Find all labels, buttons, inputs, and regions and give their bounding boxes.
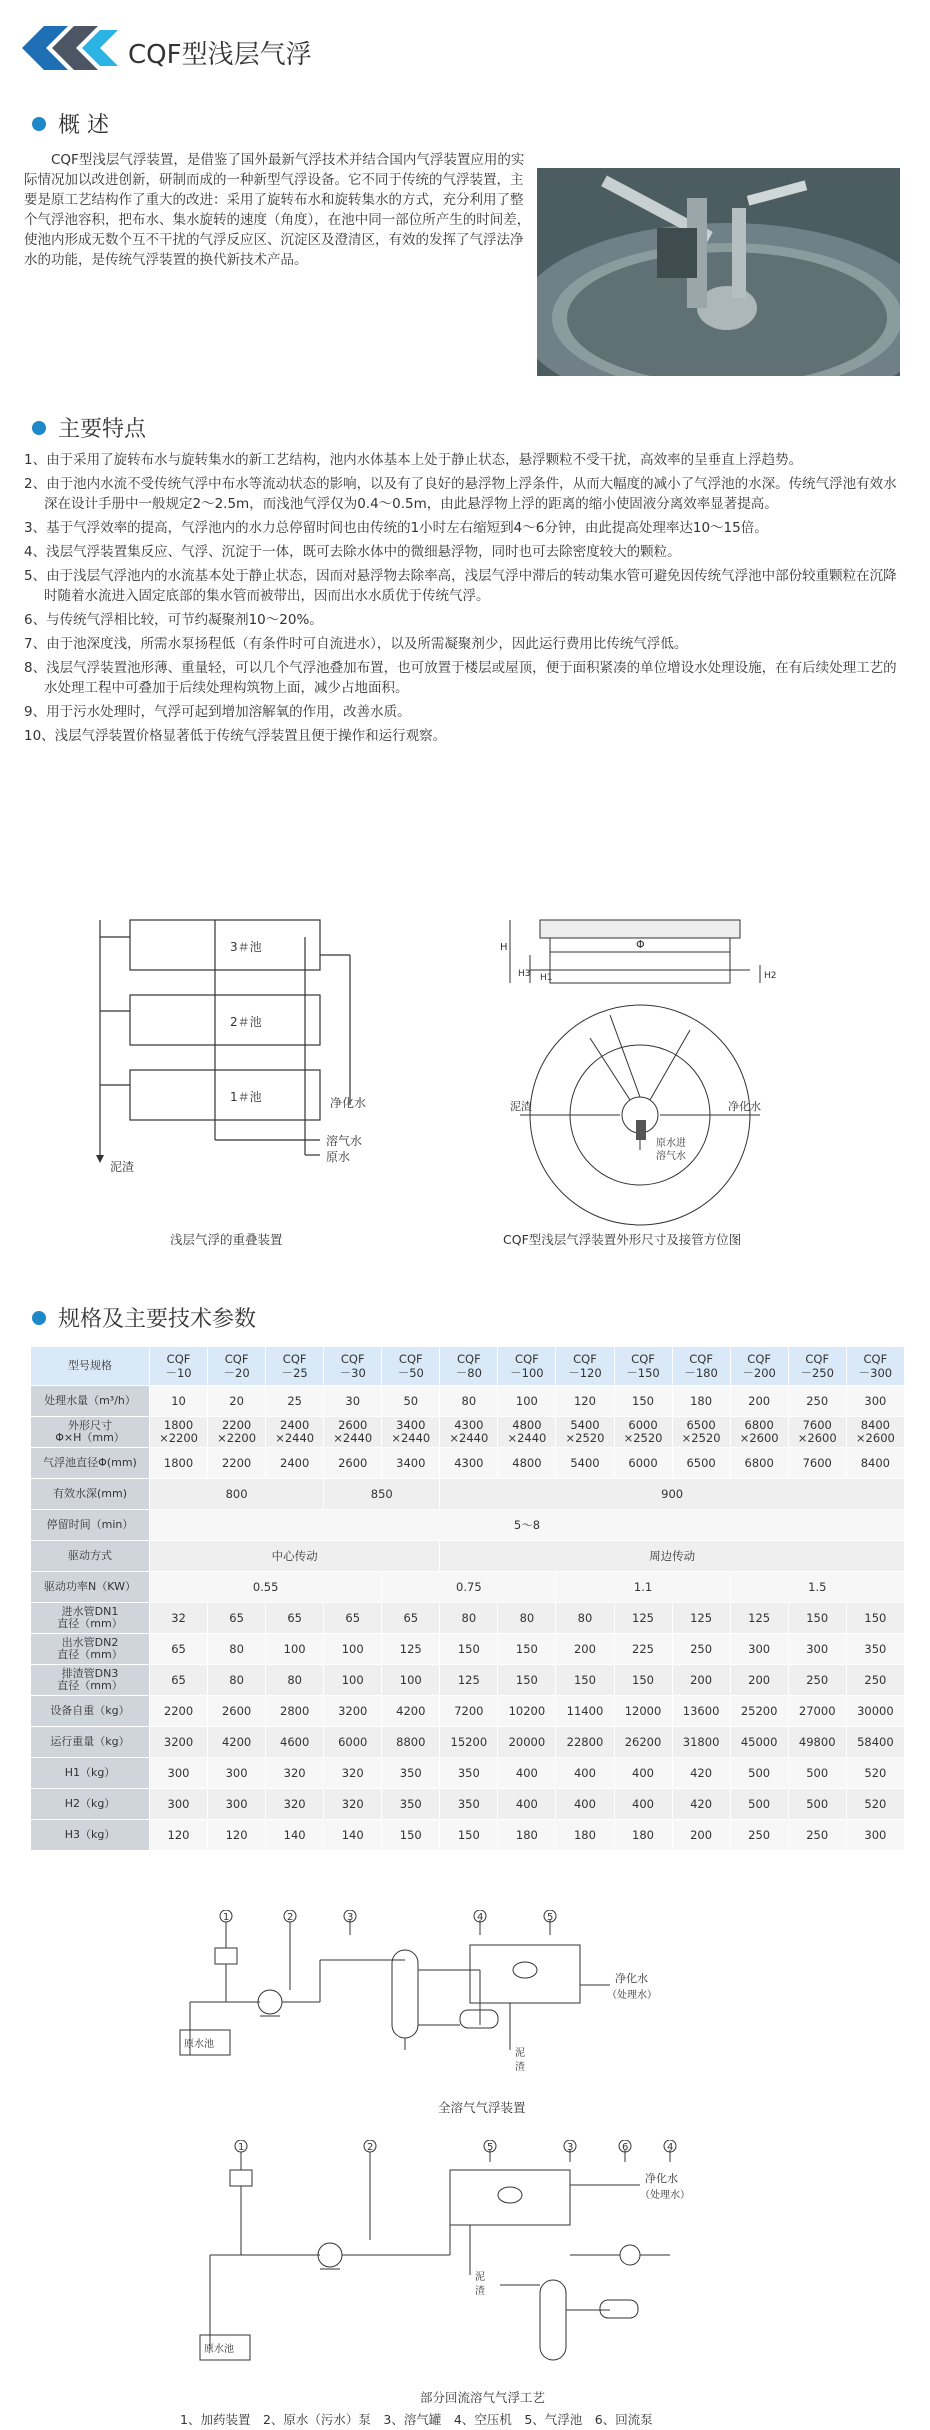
spec-model-header: CQF －300 <box>846 1347 904 1386</box>
spec-cell: 150 <box>382 1820 440 1851</box>
spec-cell: 125 <box>440 1665 498 1696</box>
fig3-treated-label: （处理水） <box>607 1990 657 2001</box>
spec-cell: 400 <box>614 1758 672 1789</box>
page-title: CQF型浅层气浮 <box>128 40 312 70</box>
spec-cell: 8400 ×2600 <box>846 1417 904 1448</box>
bullet-icon <box>32 1311 46 1325</box>
spec-cell: 150 <box>614 1665 672 1696</box>
spec-cell: 1.5 <box>730 1572 904 1603</box>
spec-cell: 350 <box>382 1758 440 1789</box>
spec-row-label: 进水管DN1 直径（mm） <box>31 1603 150 1634</box>
spec-cell: 850 <box>324 1479 440 1510</box>
spec-cell: 5400 ×2520 <box>556 1417 614 1448</box>
spec-row <box>31 1758 905 1789</box>
spec-cell: 300 <box>846 1386 904 1417</box>
spec-row-label: 出水管DN2 直径（mm） <box>31 1634 150 1665</box>
fig3-sludge-label-2: 渣 <box>515 2062 525 2073</box>
spec-cell: 150 <box>498 1665 556 1696</box>
spec-cell: 周边传动 <box>440 1541 905 1572</box>
spec-row-label: H2（kg） <box>31 1789 150 1820</box>
spec-cell: 400 <box>498 1758 556 1789</box>
spec-cell: 3200 <box>324 1696 382 1727</box>
spec-cell: 500 <box>730 1758 788 1789</box>
raw-inlet-label: 原水进 <box>656 1138 686 1149</box>
spec-row-label: 处理水量（m³/h） <box>31 1386 150 1417</box>
fig4-num-5: 5 <box>487 2142 494 2153</box>
stacked-pools-diagram <box>80 915 440 1185</box>
fig4-sludge-label-2: 渣 <box>475 2286 485 2297</box>
spec-cell: 6500 ×2520 <box>672 1417 730 1448</box>
spec-cell: 900 <box>440 1479 905 1510</box>
spec-cell: 400 <box>498 1789 556 1820</box>
spec-cell: 400 <box>614 1789 672 1820</box>
spec-cell: 250 <box>672 1634 730 1665</box>
spec-cell: 7200 <box>440 1696 498 1727</box>
spec-cell: 65 <box>382 1603 440 1634</box>
spec-cell: 125 <box>672 1603 730 1634</box>
spec-cell: 80 <box>208 1665 266 1696</box>
spec-cell: 2600 <box>208 1696 266 1727</box>
spec-cell: 120 <box>150 1820 208 1851</box>
raw-water-label: 原水 <box>326 1150 351 1164</box>
spec-model-header: CQF －200 <box>730 1347 788 1386</box>
spec-cell: 2200 ×2200 <box>208 1417 266 1448</box>
sludge-label: 泥渣 <box>110 1160 135 1174</box>
product-photo <box>537 168 900 376</box>
spec-cell: 100 <box>324 1634 382 1665</box>
spec-cell: 4200 <box>208 1727 266 1758</box>
spec-cell: 58400 <box>846 1727 904 1758</box>
spec-cell: 2200 <box>150 1696 208 1727</box>
spec-header-row <box>31 1347 905 1386</box>
spec-cell: 10 <box>150 1386 208 1417</box>
spec-cell: 300 <box>150 1789 208 1820</box>
spec-cell: 6500 <box>672 1448 730 1479</box>
overview-paragraph: CQF型浅层气浮装置，是借鉴了国外最新气浮技术并结合国内气浮装置应用的实际情况加以改进创新，研制而成的一种新型气浮设备。它不同于传统的气浮装置，主要是原工艺结构作了重大的改进：采用了旋转布水和旋转集水的方式，充分利用了整个气浮池容积，把布水、集水旋转的速度（角度），在池中同一部位所产生的时间差，使池内形成无数个互不干扰的气浮反应区、沉淀区及澄清区，有效的发挥了气浮法净水的功能，是传统气浮装置的换代新技术产品。 <box>24 152 531 268</box>
spec-cell: 400 <box>556 1789 614 1820</box>
spec-cell: 150 <box>498 1634 556 1665</box>
spec-cell: 1800 <box>150 1448 208 1479</box>
spec-cell: 4800 <box>498 1448 556 1479</box>
spec-cell: 3400 ×2440 <box>382 1417 440 1448</box>
spec-cell: 300 <box>730 1634 788 1665</box>
h1-label: H1 <box>540 973 553 983</box>
spec-cell: 5～8 <box>150 1510 905 1541</box>
features-list <box>24 450 904 750</box>
spec-cell: 250 <box>788 1820 846 1851</box>
spec-cell: 100 <box>382 1665 440 1696</box>
section-heading-specs: 规格及主要技术参数 <box>32 1302 256 1333</box>
spec-cell: 300 <box>208 1789 266 1820</box>
spec-cell: 32 <box>150 1603 208 1634</box>
dimension-plan-diagram <box>460 910 820 1240</box>
pool-2-label: 2＃池 <box>230 1015 262 1029</box>
spec-cell: 180 <box>614 1820 672 1851</box>
spec-cell: 7600 ×2600 <box>788 1417 846 1448</box>
spec-cell: 1800 ×2200 <box>150 1417 208 1448</box>
page-header <box>18 22 918 72</box>
spec-cell: 20000 <box>498 1727 556 1758</box>
spec-row <box>31 1696 905 1727</box>
pool-1-label: 1＃池 <box>230 1090 262 1104</box>
spec-cell: 27000 <box>788 1696 846 1727</box>
spec-cell: 200 <box>672 1665 730 1696</box>
spec-cell: 100 <box>324 1665 382 1696</box>
spec-cell: 13600 <box>672 1696 730 1727</box>
spec-cell: 11400 <box>556 1696 614 1727</box>
spec-cell: 150 <box>556 1665 614 1696</box>
spec-cell: 4200 <box>382 1696 440 1727</box>
spec-cell: 7600 <box>788 1448 846 1479</box>
fig4-clean-label: 净化水 <box>645 2172 678 2185</box>
spec-cell: 12000 <box>614 1696 672 1727</box>
spec-cell: 200 <box>672 1820 730 1851</box>
spec-cell: 45000 <box>730 1727 788 1758</box>
spec-cell: 300 <box>788 1634 846 1665</box>
spec-row <box>31 1727 905 1758</box>
spec-cell: 80 <box>208 1634 266 1665</box>
spec-cell: 50 <box>382 1386 440 1417</box>
spec-cell: 65 <box>150 1634 208 1665</box>
spec-cell: 150 <box>614 1386 672 1417</box>
feature-item: 2、由于池内水流不受传统气浮中布水等流动状态的影响，以及有了良好的悬浮物上浮条件，从而大幅度的减小了气浮池的水深。传统气浮池有效水深在设计手册中一般规定2～2.5m，而浅池气浮仅为0.4～0.5m，由此悬浮物上浮的距离的缩小使固液分离效率显著提高。 <box>24 476 897 512</box>
spec-cell: 30000 <box>846 1696 904 1727</box>
spec-cell: 520 <box>846 1758 904 1789</box>
spec-cell: 300 <box>208 1758 266 1789</box>
fig3-num-1: 1 <box>223 1912 230 1923</box>
spec-cell: 200 <box>730 1665 788 1696</box>
spec-model-header: CQF －25 <box>266 1347 324 1386</box>
spec-cell: 500 <box>788 1758 846 1789</box>
spec-row-label: 驱动功率N（KW） <box>31 1572 150 1603</box>
fig3-num-3: 3 <box>347 1912 354 1923</box>
spec-cell: 250 <box>730 1820 788 1851</box>
fig4-sludge-label-1: 泥 <box>475 2272 485 2283</box>
spec-cell: 0.55 <box>150 1572 382 1603</box>
spec-row-label: 停留时间（min） <box>31 1510 150 1541</box>
spec-header-label: 型号规格 <box>31 1347 150 1386</box>
spec-model-header: CQF －180 <box>672 1347 730 1386</box>
spec-cell: 65 <box>266 1603 324 1634</box>
feature-item: 3、基于气浮效率的提高，气浮池内的水力总停留时间也由传统的1小时左右缩短到4～6分钟，由此提高处理率达10～15倍。 <box>24 520 768 536</box>
dissolved-inlet-label: 溶气水 <box>656 1151 686 1162</box>
clean-outlet-label: 净化水 <box>728 1100 761 1113</box>
spec-cell: 140 <box>266 1820 324 1851</box>
spec-cell: 15200 <box>440 1727 498 1758</box>
spec-cell: 2600 <box>324 1448 382 1479</box>
spec-cell: 1.1 <box>556 1572 730 1603</box>
spec-cell: 350 <box>440 1789 498 1820</box>
spec-cell: 30 <box>324 1386 382 1417</box>
spec-table <box>30 1346 905 1851</box>
spec-row <box>31 1572 905 1603</box>
fig4-num-2: 2 <box>367 2142 374 2153</box>
spec-cell: 150 <box>440 1634 498 1665</box>
spec-row-label: 气浮池直径Φ(mm) <box>31 1448 150 1479</box>
spec-cell: 140 <box>324 1820 382 1851</box>
spec-cell: 65 <box>324 1603 382 1634</box>
spec-model-header: CQF －10 <box>150 1347 208 1386</box>
feature-item: 10、浅层气浮装置价格显著低于传统气浮装置且便于操作和运行观察。 <box>24 728 447 744</box>
spec-model-header: CQF －100 <box>498 1347 556 1386</box>
spec-cell: 320 <box>324 1758 382 1789</box>
spec-cell: 125 <box>382 1634 440 1665</box>
spec-cell: 65 <box>150 1665 208 1696</box>
partial-recycle-diagram <box>170 2140 770 2385</box>
spec-cell: 225 <box>614 1634 672 1665</box>
fig1-caption: 浅层气浮的重叠装置 <box>170 1232 283 1247</box>
spec-row-label: 有效水深(mm) <box>31 1479 150 1510</box>
spec-row <box>31 1820 905 1851</box>
spec-cell: 25200 <box>730 1696 788 1727</box>
fig4-num-6: 6 <box>622 2142 629 2153</box>
spec-row <box>31 1665 905 1696</box>
fig4-num-1: 1 <box>238 2142 245 2153</box>
spec-cell: 26200 <box>614 1727 672 1758</box>
spec-model-header: CQF －120 <box>556 1347 614 1386</box>
spec-cell: 320 <box>324 1789 382 1820</box>
spec-row <box>31 1417 905 1448</box>
spec-cell: 300 <box>150 1758 208 1789</box>
spec-cell: 2400 <box>266 1448 324 1479</box>
fig3-num-2: 2 <box>287 1912 294 1923</box>
feature-item: 5、由于浅层气浮池内的水流基本处于静止状态，因而对悬浮物去除率高，浅层气浮中滞后的转动集水管可避免因传统气浮池中部份较重颗粒在沉降时随着水流进入固定底部的集水管而被带出，因而出水水质优于传统气浮。 <box>24 568 897 604</box>
spec-model-header: CQF －150 <box>614 1347 672 1386</box>
spec-cell: 200 <box>730 1386 788 1417</box>
spec-row <box>31 1386 905 1417</box>
full-dissolved-air-diagram <box>170 1910 770 2090</box>
spec-cell: 80 <box>266 1665 324 1696</box>
spec-cell: 6800 <box>730 1448 788 1479</box>
spec-model-header: CQF －80 <box>440 1347 498 1386</box>
spec-cell: 31800 <box>672 1727 730 1758</box>
fig4-raw-pool-label: 原水池 <box>204 2344 234 2355</box>
spec-row-label: 排渣管DN3 直径（mm） <box>31 1665 150 1696</box>
spec-cell: 10200 <box>498 1696 556 1727</box>
feature-item: 4、浅层气浮装置集反应、气浮、沉淀于一体，既可去除水体中的微细悬浮物，同时也可去除密度较大的颗粒。 <box>24 544 681 560</box>
spec-cell: 180 <box>556 1820 614 1851</box>
spec-cell: 4600 <box>266 1727 324 1758</box>
sludge-outlet-label: 泥渣 <box>510 1100 532 1113</box>
spec-cell: 80 <box>440 1386 498 1417</box>
spec-cell: 250 <box>788 1665 846 1696</box>
flotation-tank-photo <box>537 168 900 376</box>
spec-cell: 300 <box>846 1820 904 1851</box>
fig3-num-5: 5 <box>547 1912 554 1923</box>
spec-cell: 520 <box>846 1789 904 1820</box>
fig3-sludge-label-1: 泥 <box>515 2048 525 2059</box>
spec-cell: 25 <box>266 1386 324 1417</box>
spec-row-label: 外形尺寸 Φ×H（mm） <box>31 1417 150 1448</box>
spec-row <box>31 1634 905 1665</box>
spec-cell: 120 <box>208 1820 266 1851</box>
spec-cell: 中心传动 <box>150 1541 440 1572</box>
bullet-icon <box>32 117 46 131</box>
spec-cell: 20 <box>208 1386 266 1417</box>
spec-row <box>31 1789 905 1820</box>
spec-cell: 350 <box>846 1634 904 1665</box>
spec-cell: 22800 <box>556 1727 614 1758</box>
section-heading-overview: 概 述 <box>32 108 109 139</box>
spec-cell: 350 <box>440 1758 498 1789</box>
spec-cell: 2200 <box>208 1448 266 1479</box>
spec-cell: 80 <box>440 1603 498 1634</box>
spec-model-header: CQF －20 <box>208 1347 266 1386</box>
clean-water-label: 净化水 <box>330 1096 367 1110</box>
feature-item: 9、用于污水处理时，气浮可起到增加溶解氧的作用，改善水质。 <box>24 704 411 720</box>
spec-cell: 3200 <box>150 1727 208 1758</box>
h2-label: H2 <box>764 971 777 981</box>
spec-cell: 400 <box>556 1758 614 1789</box>
spec-cell: 2600 ×2440 <box>324 1417 382 1448</box>
h3-label: H3 <box>518 969 531 979</box>
bullet-icon <box>32 421 46 435</box>
spec-row <box>31 1510 905 1541</box>
spec-cell: 0.75 <box>382 1572 556 1603</box>
spec-cell: 200 <box>556 1634 614 1665</box>
spec-cell: 8800 <box>382 1727 440 1758</box>
spec-cell: 500 <box>788 1789 846 1820</box>
spec-cell: 420 <box>672 1789 730 1820</box>
spec-cell: 320 <box>266 1758 324 1789</box>
spec-cell: 3400 <box>382 1448 440 1479</box>
spec-cell: 5400 <box>556 1448 614 1479</box>
spec-cell: 125 <box>730 1603 788 1634</box>
spec-cell: 150 <box>440 1820 498 1851</box>
spec-row-label: H3（kg） <box>31 1820 150 1851</box>
spec-row-label: 运行重量（kg） <box>31 1727 150 1758</box>
spec-cell: 2800 <box>266 1696 324 1727</box>
fig2-caption: CQF型浅层气浮装置外形尺寸及接管方位图 <box>503 1232 742 1247</box>
fig4-treated-label: （处理水） <box>640 2190 690 2201</box>
spec-cell: 320 <box>266 1789 324 1820</box>
fig4-legend: 1、加药装置 2、原水（污水）泵 3、溶气罐 4、空压机 5、气浮池 6、回流泵 <box>180 2412 653 2427</box>
spec-cell: 250 <box>788 1386 846 1417</box>
spec-model-header: CQF －250 <box>788 1347 846 1386</box>
spec-cell: 500 <box>730 1789 788 1820</box>
spec-row <box>31 1479 905 1510</box>
spec-cell: 150 <box>788 1603 846 1634</box>
spec-cell: 350 <box>382 1789 440 1820</box>
dissolved-water-label: 溶气水 <box>326 1134 363 1148</box>
feature-item: 7、由于池深度浅，所需水泵扬程低（有条件时可自流进水），以及所需凝聚剂少，因此运行费用比传统气浮低。 <box>24 636 688 652</box>
spec-cell: 2400 ×2440 <box>266 1417 324 1448</box>
phi-label: Φ <box>636 938 645 951</box>
spec-cell: 120 <box>556 1386 614 1417</box>
fig4-caption: 部分回流溶气气浮工艺 <box>420 2390 546 2405</box>
pool-3-label: 3＃池 <box>230 940 262 954</box>
spec-cell: 250 <box>846 1665 904 1696</box>
spec-row <box>31 1448 905 1479</box>
spec-row <box>31 1603 905 1634</box>
spec-row-label: 设备自重（kg） <box>31 1696 150 1727</box>
spec-row-label: 驱动方式 <box>31 1541 150 1572</box>
spec-cell: 420 <box>672 1758 730 1789</box>
spec-cell: 6000 <box>324 1727 382 1758</box>
spec-cell: 150 <box>846 1603 904 1634</box>
spec-cell: 6800 ×2600 <box>730 1417 788 1448</box>
spec-cell: 100 <box>498 1386 556 1417</box>
spec-cell: 180 <box>498 1820 556 1851</box>
fig3-clean-label: 净化水 <box>615 1972 648 1985</box>
spec-cell: 125 <box>614 1603 672 1634</box>
spec-cell: 80 <box>556 1603 614 1634</box>
spec-row-label: H1（kg） <box>31 1758 150 1789</box>
spec-cell: 4300 ×2440 <box>440 1417 498 1448</box>
spec-cell: 6000 ×2520 <box>614 1417 672 1448</box>
spec-model-header: CQF －50 <box>382 1347 440 1386</box>
fig4-num-4: 4 <box>667 2142 674 2153</box>
fig3-caption: 全溶气气浮装置 <box>438 2100 526 2115</box>
spec-cell: 65 <box>208 1603 266 1634</box>
feature-item: 8、浅层气浮装置池形薄、重量轻，可以几个气浮池叠加布置，也可放置于楼层或屋顶，便于面积紧凑的单位增设水处理设施，在有后续处理工艺的水处理工程中可叠加于后续处理构筑物上面，减少占地面积。 <box>24 660 897 696</box>
spec-row <box>31 1541 905 1572</box>
spec-cell: 4800 ×2440 <box>498 1417 556 1448</box>
section-heading-features: 主要特点 <box>32 412 146 443</box>
spec-cell: 4300 <box>440 1448 498 1479</box>
fig4-num-3: 3 <box>567 2142 574 2153</box>
company-logo-icon <box>22 26 122 70</box>
fig3-num-4: 4 <box>477 1912 484 1923</box>
spec-cell: 100 <box>266 1634 324 1665</box>
spec-cell: 80 <box>498 1603 556 1634</box>
feature-item: 6、与传统气浮相比较，可节约凝聚剂10～20%。 <box>24 612 323 628</box>
spec-cell: 800 <box>150 1479 324 1510</box>
spec-cell: 180 <box>672 1386 730 1417</box>
feature-item: 1、由于采用了旋转布水与旋转集水的新工艺结构，池内水体基本上处于静止状态，悬浮颗粒不受干扰，高效率的呈垂直上浮趋势。 <box>24 452 803 468</box>
spec-cell: 49800 <box>788 1727 846 1758</box>
spec-cell: 8400 <box>846 1448 904 1479</box>
spec-model-header: CQF －30 <box>324 1347 382 1386</box>
spec-cell: 6000 <box>614 1448 672 1479</box>
fig3-raw-pool-label: 原水池 <box>184 2039 214 2050</box>
h-label: H <box>500 942 508 953</box>
